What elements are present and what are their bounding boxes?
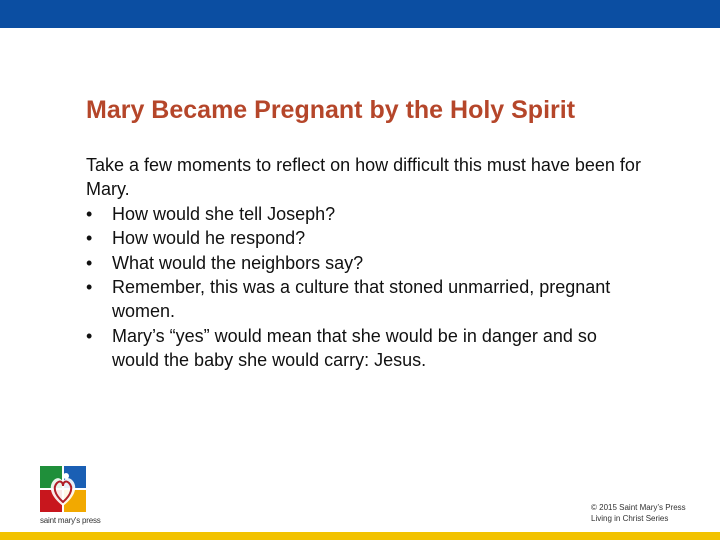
bullet-text: Mary’s “yes” would mean that she would be in danger and so would the baby she would carry: Jesus. xyxy=(112,325,597,371)
bullet-marker: • xyxy=(86,252,93,273)
logo-wordmark: saint mary's press xyxy=(40,516,101,525)
bottom-banner xyxy=(0,532,720,540)
top-banner xyxy=(0,0,720,28)
bullet-marker: • xyxy=(86,228,93,249)
intro-text: Take a few moments to reflect on how difficult this must have been for Mary. xyxy=(86,155,641,200)
bullet-item xyxy=(86,324,646,373)
bullet-marker: • xyxy=(86,203,93,224)
slide-body xyxy=(86,153,646,373)
copyright-text: © 2015 Saint Mary’s Press xyxy=(591,503,686,512)
bullet-text: Remember, this was a culture that stoned unmarried, pregnant women. xyxy=(112,277,611,322)
copyright-block xyxy=(591,502,716,524)
saint-marys-press-logo xyxy=(40,466,88,514)
bullet-text: What would the neighbors say? xyxy=(112,252,364,273)
bullet-marker: • xyxy=(86,277,93,298)
bullet-item xyxy=(86,202,646,226)
bullet-item xyxy=(86,251,646,275)
bullet-marker: • xyxy=(86,325,93,346)
bullet-text: How would he respond? xyxy=(112,228,306,249)
bullet-list xyxy=(86,202,646,373)
bullet-item xyxy=(86,226,646,250)
slide-title: Mary Became Pregnant by the Holy Spirit xyxy=(86,96,576,124)
bullet-text: How would she tell Joseph? xyxy=(112,203,336,224)
series-text: Living in Christ Series xyxy=(591,514,669,523)
bullet-item xyxy=(86,275,646,324)
